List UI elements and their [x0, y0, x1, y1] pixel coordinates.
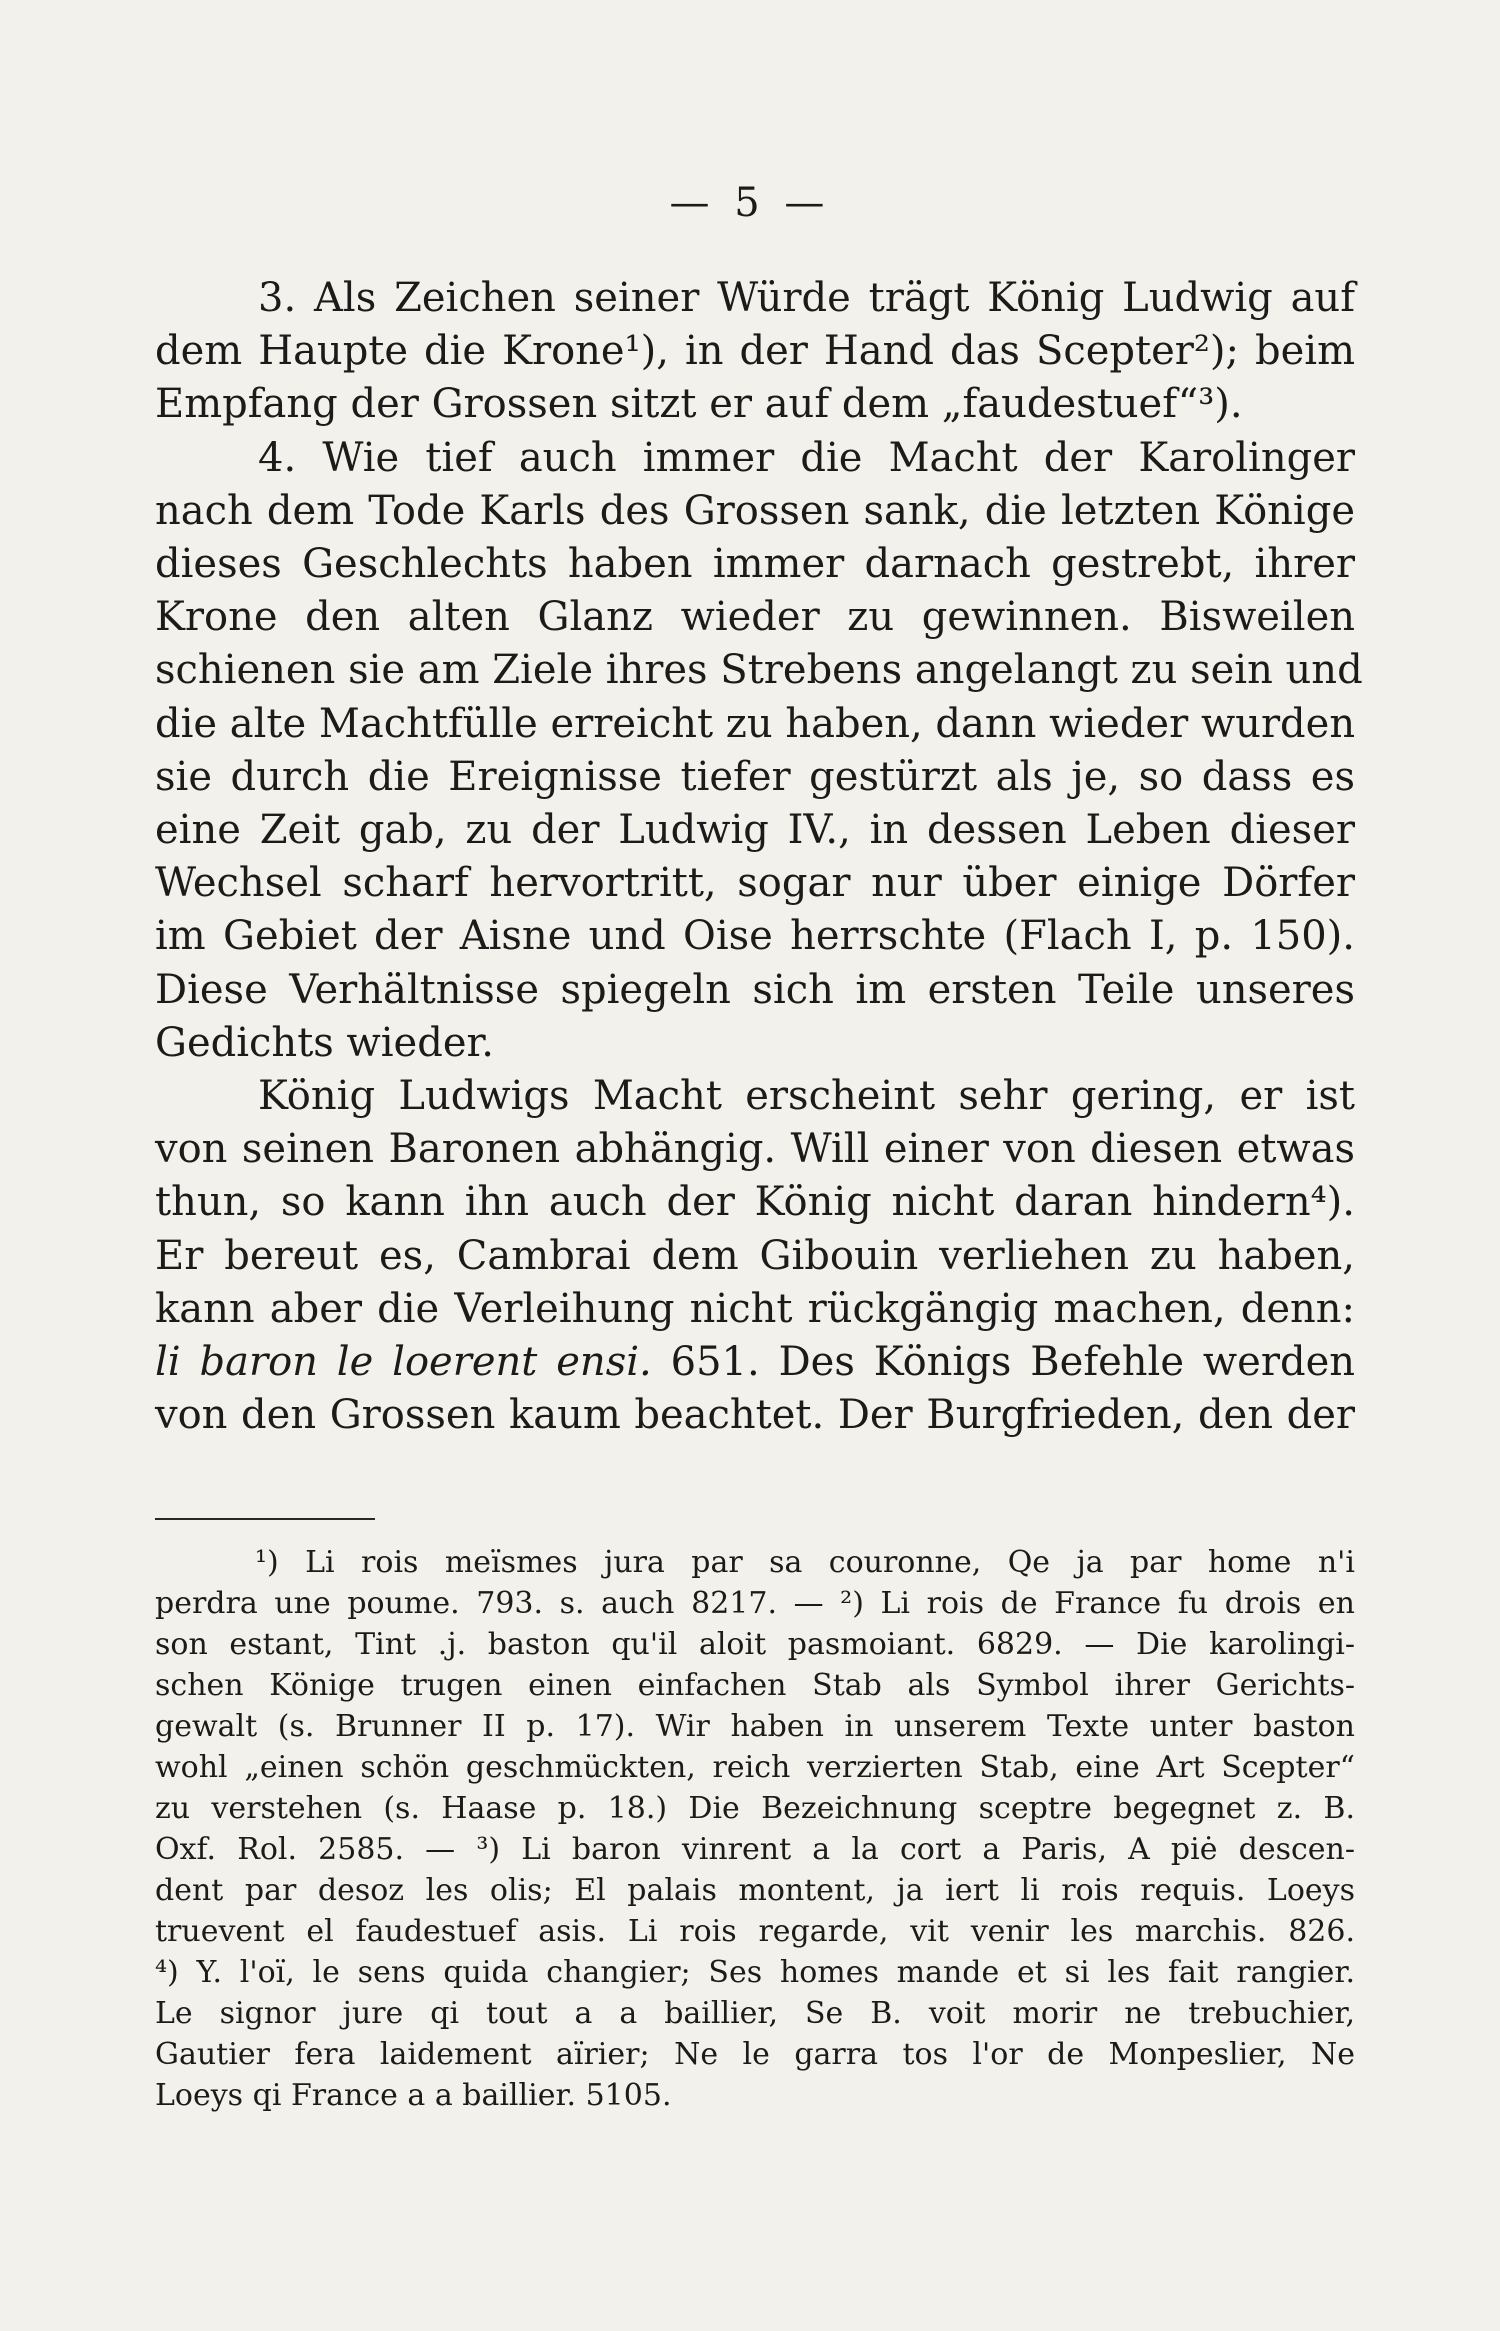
text-line: Er bereut es, Cambrai dem Gibouin verliehen zu haben, — [155, 1232, 1355, 1279]
footnotes — [155, 1542, 1355, 2116]
text-line: von seinen Baronen abhängig. Will einer von diesen etwas — [155, 1126, 1355, 1173]
text-line: von den Grossen kaum beachtet. Der Burgfrieden, den der — [155, 1392, 1355, 1439]
text-line: kann aber die Verleihung nicht rückgängig machen, denn: — [155, 1285, 1355, 1332]
text-line: eine Zeit gab, zu der Ludwig IV., in dessen Leben dieser — [155, 807, 1355, 854]
text-line: Wechsel scharf hervortritt, sogar nur über einige Dörfer — [155, 860, 1355, 907]
text-line: schienen sie am Ziele ihres Strebens angelangt zu sein und — [155, 647, 1363, 694]
text-line: 3. Als Zeichen seiner Würde trägt König Ludwig auf — [258, 275, 1355, 321]
text-line: Empfang der Grossen sitzt er auf dem „faudestuef“³). — [155, 381, 1243, 428]
footnote-line: son estant, Tint .j. baston qu'il aloit pasmoiant. 6829. — Die karolingi- — [155, 1627, 1355, 1662]
text-line: 4. Wie tief auch immer die Macht der Karolinger — [258, 434, 1355, 481]
footnote-line: ⁴) Y. l'oï, le sens quida changier; Ses homes mande et si les fait rangier. — [155, 1955, 1355, 1990]
footnote-line: truevent el faudestuef asis. Li rois regarde, vit venir les marchis. 826. — [155, 1914, 1355, 1949]
text-line: sie durch die Ereignisse tiefer gestürzt als je, so dass es — [155, 753, 1355, 800]
text-line: Krone den alten Glanz wieder zu gewinnen. Bisweilen — [155, 594, 1355, 641]
footnote-line: Oxf. Rol. 2585. — ³) Li baron vinrent a la cort a Paris, A piė descen- — [155, 1832, 1355, 1867]
text-line: die alte Machtfülle erreicht zu haben, dann wieder wurden — [155, 700, 1356, 747]
page-number: — 5 — — [669, 180, 831, 226]
footnote-line: ¹) Li rois meïsmes jura par sa couronne, Qe ja par home n'i — [255, 1545, 1355, 1580]
text-line: dem Haupte die Krone¹), in der Hand das Scepter²); beim — [155, 328, 1355, 375]
footnote-line: zu verstehen (s. Haase p. 18.) Die Bezeichnung sceptre begegnet z. B. — [155, 1791, 1355, 1826]
footnote-line: Loeys qi France a a baillier. 5105. — [155, 2078, 672, 2113]
text-line: im Gebiet der Aisne und Oise herrschte (Flach I, p. 150). — [155, 913, 1355, 960]
text-line — [155, 1336, 1355, 1389]
text-line: nach dem Tode Karls des Grossen sank, die letzten Könige — [155, 487, 1355, 534]
text-line-rest: 651. Des Königs Befehle werden — [651, 1339, 1355, 1386]
footnote-line: Le signor jure qi tout a a baillier, Se B. voit morir ne trebuchier, — [155, 1996, 1355, 2031]
text-line: dieses Geschlechts haben immer darnach gestrebt, ihrer — [155, 541, 1355, 588]
footnote-divider — [155, 1518, 375, 1520]
footnote-line: dent par desoz les olis; El palais montent, ja iert li rois requis. Loeys — [155, 1873, 1355, 1908]
main-text — [155, 272, 1363, 1442]
italic-quote: li baron le loerent ensi. — [155, 1339, 652, 1386]
footnote-line: wohl „einen schön geschmückten, reich verzierten Stab, eine Art Scepter“ — [155, 1750, 1355, 1785]
text-line: Diese Verhältnisse spiegeln sich im ersten Teile unseres — [155, 966, 1355, 1013]
footnote-line: perdra une poume. 793. s. auch 8217. — ²) Li rois de France fu drois en — [155, 1586, 1355, 1621]
footnote-line: Gautier fera laidement aïrier; Ne le garra tos l'or de Monpeslier, Ne — [155, 2037, 1355, 2072]
text-line: Gedichts wieder. — [155, 1019, 494, 1066]
text-line: thun, so kann ihn auch der König nicht daran hindern⁴). — [155, 1179, 1355, 1226]
text-line: König Ludwigs Macht erscheint sehr gering, er ist — [258, 1073, 1355, 1120]
footnote-line: gewalt (s. Brunner II p. 17). Wir haben in unserem Texte unter baston — [155, 1709, 1355, 1744]
footnote-line: schen Könige trugen einen einfachen Stab als Symbol ihrer Gerichts- — [155, 1668, 1355, 1703]
